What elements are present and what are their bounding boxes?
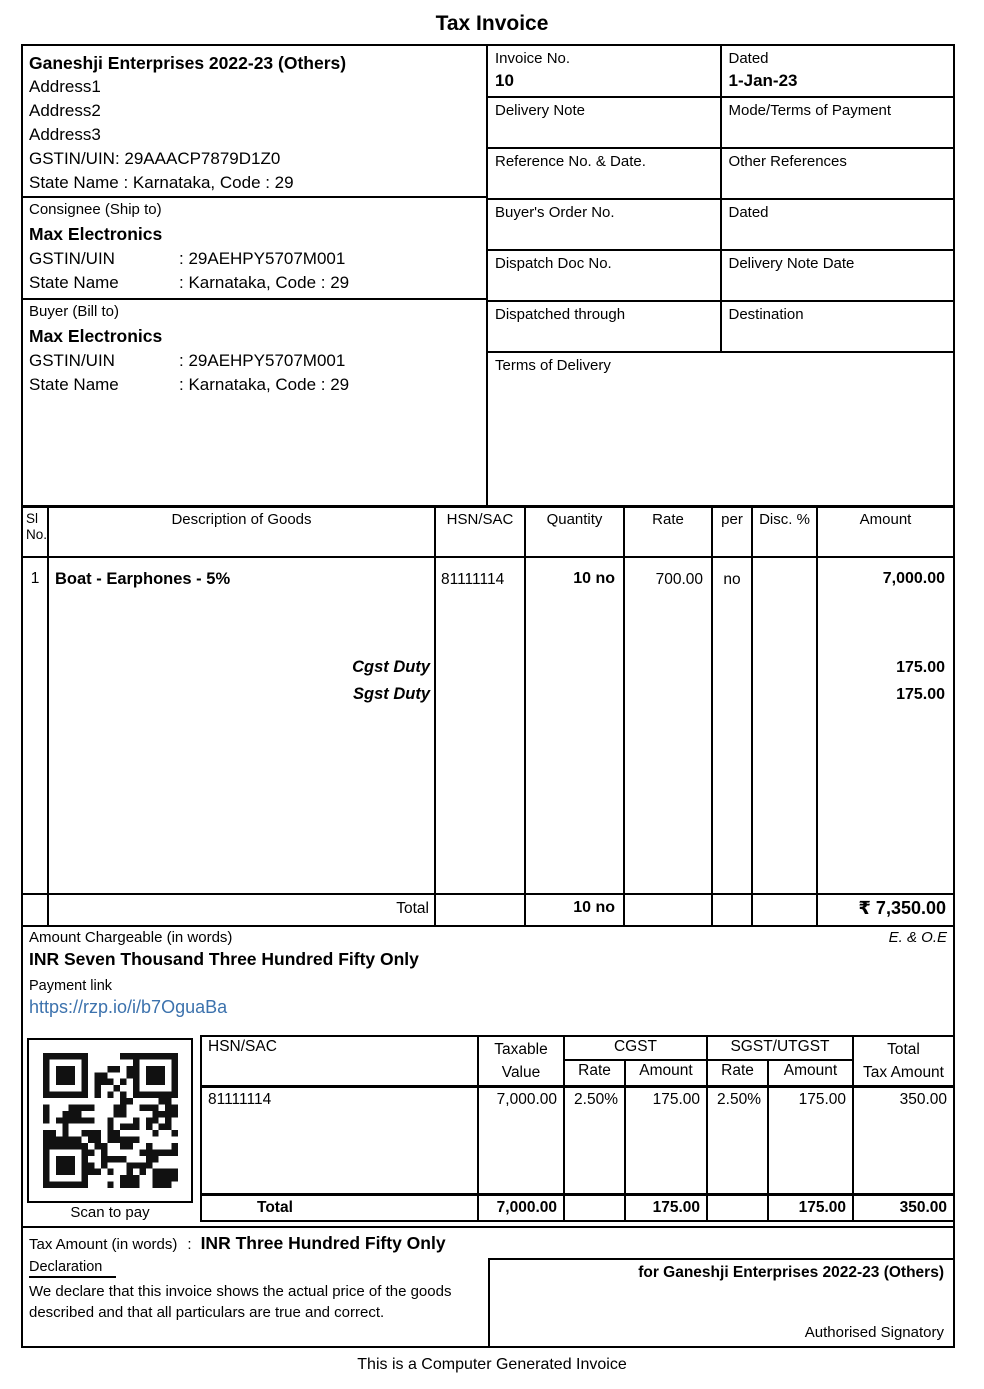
seller-state: State Name : Karnataka, Code : 29 bbox=[29, 173, 294, 192]
total-hsn-cell bbox=[436, 895, 526, 925]
invoice-meta-grid bbox=[488, 46, 953, 505]
delivery-note-label: Delivery Note bbox=[495, 102, 586, 119]
col-header-description: Description of Goods bbox=[49, 508, 436, 556]
tax-amount-words-row bbox=[23, 1228, 953, 1258]
items-total-quantity: 10 no bbox=[526, 895, 625, 925]
declaration-signature-section bbox=[23, 1226, 953, 1346]
consignee-gstin-value: : 29AEHPY5707M001 bbox=[179, 249, 346, 268]
tax-table-filler bbox=[202, 1114, 953, 1193]
buyer-section bbox=[23, 300, 486, 505]
col-header-sl-line2: No. bbox=[26, 527, 48, 542]
buyers-order-cell bbox=[488, 200, 720, 249]
destination-cell bbox=[720, 302, 954, 351]
tax-amount-words-value: INR Three Hundred Fifty Only bbox=[200, 1233, 446, 1253]
duty-name-cgst: Cgst Duty bbox=[352, 658, 430, 676]
buyer-state-value: : Karnataka, Code : 29 bbox=[179, 375, 350, 394]
tax-row-hsn: 81111114 bbox=[202, 1088, 479, 1114]
item-sl: 1 bbox=[23, 558, 49, 893]
tax-total-cgst-rate-cell bbox=[565, 1196, 626, 1220]
col-header-amount: Amount bbox=[859, 511, 912, 528]
duty-amount-sgst: 175.00 bbox=[896, 686, 945, 703]
consignee-state-row bbox=[29, 271, 480, 295]
meta-row-invoice-dated bbox=[488, 46, 953, 98]
consignee-name: Max Electronics bbox=[29, 224, 163, 244]
total-per-cell bbox=[713, 895, 753, 925]
meta-row-dispatched-through bbox=[488, 302, 953, 353]
invoice-no-label: Invoice No. bbox=[495, 50, 571, 67]
dated-cell bbox=[720, 46, 954, 96]
tax-total-sgst-amount: 175.00 bbox=[769, 1196, 854, 1220]
tax-summary-table bbox=[200, 1035, 953, 1222]
top-section bbox=[23, 46, 953, 508]
mode-terms-label: Mode/Terms of Payment bbox=[728, 102, 892, 119]
tax-row-cgst-rate: 2.50% bbox=[565, 1088, 626, 1114]
tax-col-total bbox=[854, 1037, 953, 1085]
invoice-no-cell bbox=[488, 46, 720, 96]
tax-row-sgst-rate: 2.50% bbox=[708, 1088, 769, 1114]
meta-row-dispatch-doc bbox=[488, 251, 953, 302]
items-total-row bbox=[23, 895, 953, 927]
item-hsn: 81111114 bbox=[436, 558, 526, 893]
declaration-signature-grid bbox=[23, 1258, 953, 1346]
invoice-box bbox=[21, 44, 955, 1348]
tax-table-row bbox=[202, 1088, 953, 1114]
tax-table-total-row bbox=[202, 1193, 953, 1220]
buyer-label: Buyer (Bill to) bbox=[29, 303, 120, 320]
meta-row-buyers-order bbox=[488, 200, 953, 251]
tax-col-total-line1: Total bbox=[887, 1041, 920, 1058]
total-disc-cell bbox=[753, 895, 818, 925]
buyers-order-dated-cell bbox=[720, 200, 954, 249]
col-header-sl bbox=[23, 508, 49, 556]
items-table-header bbox=[23, 508, 953, 558]
item-per: no bbox=[713, 558, 753, 893]
total-sl-cell bbox=[23, 895, 49, 925]
dated-label: Dated bbox=[728, 50, 769, 67]
items-total-label: Total bbox=[49, 895, 436, 925]
destination-label: Destination bbox=[728, 306, 804, 323]
other-references-label: Other References bbox=[728, 153, 847, 170]
item-amount-cell bbox=[818, 558, 953, 893]
duty-name-sgst: Sgst Duty bbox=[352, 685, 430, 703]
items-table-body bbox=[23, 558, 953, 895]
tax-col-taxable-line1: Taxable bbox=[494, 1041, 548, 1058]
qr-code bbox=[27, 1038, 193, 1203]
consignee-section bbox=[23, 198, 486, 300]
sgst-amount-header: Amount bbox=[769, 1061, 854, 1085]
duty-amounts bbox=[818, 654, 945, 708]
delivery-note-date-cell bbox=[720, 251, 954, 300]
tax-row-cgst-amount: 175.00 bbox=[626, 1088, 708, 1114]
items-total-amount: ₹ 7,350.00 bbox=[858, 898, 946, 918]
tax-row-taxable: 7,000.00 bbox=[479, 1088, 565, 1114]
tax-col-hsn: HSN/SAC bbox=[202, 1037, 479, 1085]
col-header-per: per bbox=[713, 508, 753, 556]
col-header-rate: Rate bbox=[625, 508, 713, 556]
consignee-gstin-row bbox=[29, 247, 480, 271]
authorised-signatory-label: Authorised Signatory bbox=[804, 1324, 944, 1341]
tax-total-cgst-amount: 175.00 bbox=[626, 1196, 708, 1220]
buyers-order-label: Buyer's Order No. bbox=[495, 204, 615, 221]
delivery-note-cell bbox=[488, 98, 720, 147]
terms-of-delivery-cell bbox=[488, 353, 953, 505]
tax-col-taxable-line2: Value bbox=[501, 1064, 541, 1081]
tax-col-cgst: CGST bbox=[565, 1037, 708, 1061]
buyer-gstin-row bbox=[29, 349, 480, 373]
consignee-state-label: State Name bbox=[29, 273, 119, 292]
tax-col-total-line2: Tax Amount bbox=[863, 1064, 944, 1081]
col-header-quantity: Quantity bbox=[526, 508, 625, 556]
page-title: Tax Invoice bbox=[435, 12, 549, 35]
tax-col-sgst: SGST/UTGST bbox=[708, 1037, 854, 1061]
scan-to-pay-label: Scan to pay bbox=[70, 1204, 150, 1221]
amount-in-words: INR Seven Thousand Three Hundred Fifty Only bbox=[29, 949, 419, 969]
tax-total-sgst-rate-cell bbox=[708, 1196, 769, 1220]
seller-section bbox=[23, 46, 486, 198]
tax-row-sgst-amount: 175.00 bbox=[769, 1088, 854, 1114]
item-disc-cell bbox=[753, 558, 818, 893]
buyer-gstin-label: GSTIN/UIN bbox=[29, 351, 115, 370]
buyer-name: Max Electronics bbox=[29, 326, 163, 346]
duty-amount-cgst: 175.00 bbox=[896, 659, 945, 676]
invoice-no-value: 10 bbox=[495, 71, 514, 90]
col-header-sl-line1: Sl bbox=[26, 511, 39, 526]
reference-no-label: Reference No. & Date. bbox=[495, 153, 646, 170]
tax-table-header bbox=[202, 1037, 953, 1088]
col-header-disc: Disc. % bbox=[753, 508, 818, 556]
buyer-state-row bbox=[29, 373, 480, 397]
eoe-label: E. & O.E bbox=[888, 929, 947, 946]
amount-chargeable-label: Amount Chargeable (in words) bbox=[29, 929, 233, 946]
cgst-amount-header: Amount bbox=[626, 1061, 708, 1085]
delivery-note-date-label: Delivery Note Date bbox=[728, 255, 855, 272]
declaration-block bbox=[23, 1258, 488, 1346]
tax-row-total: 350.00 bbox=[899, 1091, 947, 1108]
amount-chargeable-row bbox=[23, 927, 953, 946]
meta-row-delivery-note bbox=[488, 98, 953, 149]
dispatch-doc-cell bbox=[488, 251, 720, 300]
tax-amount-words-separator: : bbox=[187, 1236, 192, 1253]
total-rate-cell bbox=[625, 895, 713, 925]
dated-value: 1-Jan-23 bbox=[728, 71, 798, 90]
seller-address-3: Address3 bbox=[29, 125, 101, 144]
declaration-title: Declaration bbox=[29, 1259, 116, 1278]
tax-col-taxable-value bbox=[479, 1037, 565, 1085]
buyers-order-dated-label: Dated bbox=[728, 204, 769, 221]
tax-total-taxable: 7,000.00 bbox=[479, 1196, 565, 1220]
seller-address-2: Address2 bbox=[29, 101, 101, 120]
item-description-cell bbox=[49, 558, 436, 893]
col-header-hsn: HSN/SAC bbox=[436, 508, 526, 556]
duty-names bbox=[55, 654, 430, 708]
seller-address-1: Address1 bbox=[29, 77, 101, 96]
tax-summary-section bbox=[23, 1035, 953, 1226]
tax-amount-words-label: Tax Amount (in words) bbox=[29, 1236, 178, 1253]
cgst-rate-header: Rate bbox=[565, 1061, 626, 1085]
consignee-state-value: : Karnataka, Code : 29 bbox=[179, 273, 350, 292]
buyer-gstin-value: : 29AEHPY5707M001 bbox=[179, 351, 346, 370]
dispatched-through-label: Dispatched through bbox=[495, 306, 626, 323]
item-description: Boat - Earphones - 5% bbox=[55, 570, 231, 588]
parties-column bbox=[23, 46, 488, 505]
seller-name: Ganeshji Enterprises 2022-23 (Others) bbox=[29, 53, 347, 73]
computer-generated-note: This is a Computer Generated Invoice bbox=[357, 1356, 627, 1373]
meta-row-reference bbox=[488, 149, 953, 200]
other-references-cell bbox=[720, 149, 954, 198]
buyer-state-label: State Name bbox=[29, 375, 119, 394]
consignee-gstin-label: GSTIN/UIN bbox=[29, 249, 115, 268]
declaration-text: We declare that this invoice shows the actual price of the goods described and that all particulars are true and correct. bbox=[29, 1283, 452, 1321]
dispatched-through-cell bbox=[488, 302, 720, 351]
terms-of-delivery-label: Terms of Delivery bbox=[495, 357, 611, 374]
tax-total-label: Total bbox=[202, 1196, 479, 1220]
mode-terms-cell bbox=[720, 98, 954, 147]
signature-box bbox=[488, 1258, 953, 1346]
payment-link-label: Payment link bbox=[29, 978, 113, 994]
payment-link[interactable]: https://rzp.io/i/b7OguaBa bbox=[29, 997, 228, 1017]
consignee-label: Consignee (Ship to) bbox=[29, 201, 162, 218]
item-rate: 700.00 bbox=[625, 558, 713, 893]
item-quantity: 10 no bbox=[526, 558, 625, 893]
seller-gstin: GSTIN/UIN: 29AAACP7879D1Z0 bbox=[29, 149, 281, 168]
tax-total-amount: 350.00 bbox=[899, 1199, 947, 1216]
dispatch-doc-label: Dispatch Doc No. bbox=[495, 255, 612, 272]
item-amount: 7,000.00 bbox=[882, 570, 945, 587]
reference-no-cell bbox=[488, 149, 720, 198]
for-company-line: for Ganeshji Enterprises 2022-23 (Others) bbox=[638, 1264, 944, 1281]
amount-chargeable-section bbox=[23, 927, 953, 1035]
sgst-rate-header: Rate bbox=[708, 1061, 769, 1085]
